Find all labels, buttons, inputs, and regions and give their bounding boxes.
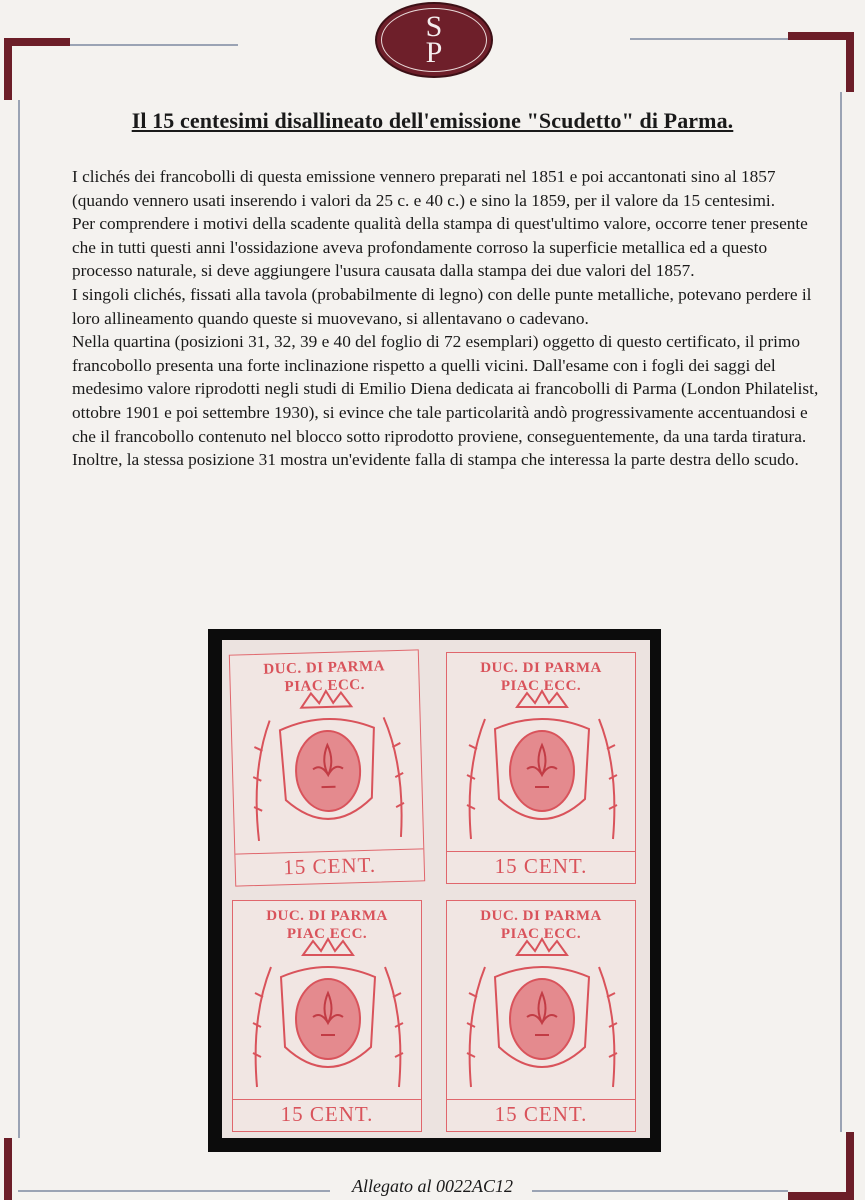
stamp-value: 15 CENT. bbox=[447, 1099, 635, 1127]
top-rule-left bbox=[70, 44, 238, 46]
right-rule bbox=[840, 92, 842, 1132]
certificate-reference: Allegato al 0022AC12 bbox=[352, 1176, 513, 1196]
corner-top-right-v bbox=[846, 32, 854, 92]
sp-logo bbox=[375, 2, 493, 78]
paragraph-3: I singoli clichés, fissati alla tavola (probabilmente di legno) con delle punte metalliche, potevano perdere il loro allineamento quando queste si muovevano, si allentavano o cadevano. bbox=[72, 284, 812, 328]
description-text bbox=[72, 165, 822, 472]
corner-top-left-v bbox=[4, 38, 12, 100]
stamp-inscription: DUC. DI PARMA PIAC ECC. bbox=[263, 658, 386, 696]
logo-letter-p: P bbox=[425, 36, 443, 69]
paragraph-4: Nella quartina (posizioni 31, 32, 39 e 40 del foglio di 72 esemplari) oggetto di questo certificato, il primo francobollo presenta una forte inclinazione rispetto a quelli vicini. Dall'esame con i fogli dei saggi del medesimo valore riprodotti negli studi di Emilio Diena dedicata ai francobolli di Parma (London Philatelist, ottobre 1901 e poi settembre 1930), si evince che tale particolarità andò progressivamente accentuandosi e che il francobollo contenuto nel blocco sotto riprodotto proviene, conseguentemente, da una tarda tiratura. Inoltre, la stessa posizione 31 mostra un'evidente falla di stampa che interessa la parte destra dello scudo. bbox=[72, 332, 819, 470]
crowned-shield-icon bbox=[455, 689, 629, 849]
paragraph-1: I clichés dei francobolli di questa emissione vennero preparati nel 1851 e poi accantonati sino al 1857 (quando vennero usati inserendo i valori da 25 c. e 40 c.) e sino la 1859, per il valore da 15 centesimi. bbox=[72, 167, 776, 210]
stamp-position-39 bbox=[232, 900, 422, 1132]
stamp-inscription: DUC. DI PARMA PIAC ECC. bbox=[266, 908, 388, 942]
stamp-inscription: DUC. DI PARMA PIAC ECC. bbox=[480, 908, 602, 942]
corner-top-right-h bbox=[788, 32, 854, 40]
left-rule bbox=[18, 100, 20, 1138]
stamp-value: 15 CENT. bbox=[233, 1099, 421, 1127]
stamp-value: 15 CENT. bbox=[447, 851, 635, 879]
stamp-block bbox=[222, 640, 650, 1138]
stamp-inscription: DUC. DI PARMA PIAC ECC. bbox=[480, 660, 602, 694]
stamp-position-31 bbox=[229, 649, 425, 886]
top-rule-right bbox=[630, 38, 788, 40]
page-title: Il 15 centesimi disallineato dell'emissione "Scudetto" di Parma. bbox=[131, 108, 734, 133]
corner-top-left-h bbox=[4, 38, 70, 46]
stamp-position-32 bbox=[446, 652, 636, 884]
crowned-shield-icon bbox=[455, 937, 629, 1097]
stamp-value: 15 CENT. bbox=[235, 848, 424, 881]
logo-letter-s: S bbox=[425, 10, 443, 43]
crowned-shield-icon bbox=[241, 937, 415, 1097]
crowned-shield-icon bbox=[239, 687, 417, 852]
stamp-position-40 bbox=[446, 900, 636, 1132]
paragraph-2: Per comprendere i motivi della scadente qualità della stampa di quest'ultimo valore, occorre tener presente che in tutti questi anni l'ossidazione aveva profondamente corroso la superficie metallica ed a questo processo naturale, si deve aggiungere l'usura causata dalla stampa dei due valori del 1857. bbox=[72, 214, 808, 281]
